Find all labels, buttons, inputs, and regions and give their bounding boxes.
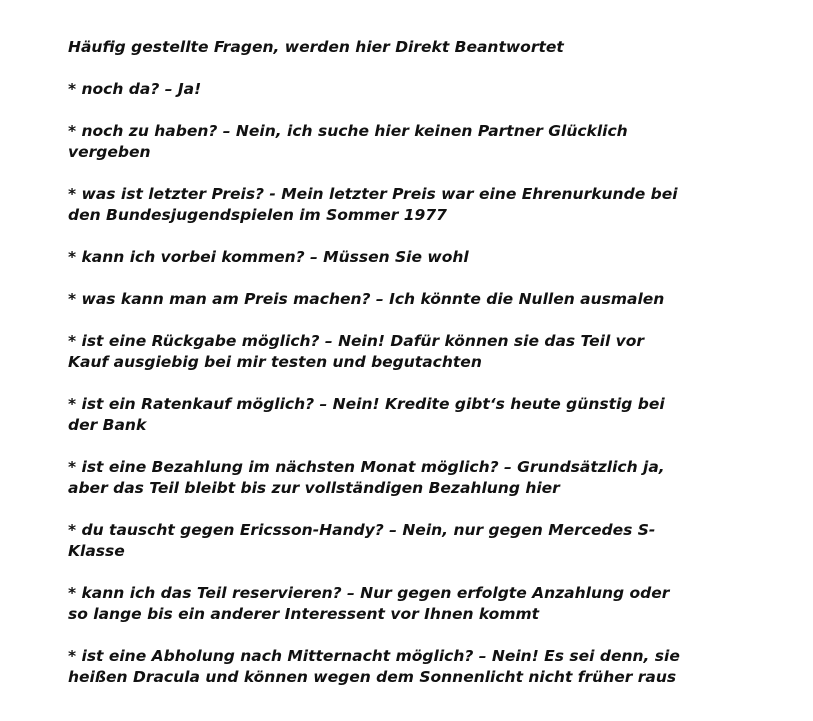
faq-item-line: so lange bis ein anderer Interessent vor Ihnen kommt <box>68 605 540 623</box>
faq-document <box>68 37 768 709</box>
faq-item-line: * ist eine Bezahlung im nächsten Monat möglich? – Grundsätzlich ja, <box>68 458 665 476</box>
faq-item-tausch <box>68 520 768 562</box>
faq-item-bezahlung-naechster-monat <box>68 457 768 499</box>
faq-item-line: Klasse <box>68 542 125 560</box>
faq-item-line: * noch da? – Ja! <box>68 80 202 98</box>
faq-item-line: * du tauscht gegen Ericsson-Handy? – Nein, nur gegen Mercedes S- <box>68 521 656 539</box>
faq-item-line: * was ist letzter Preis? - Mein letzter Preis war eine Ehrenurkunde bei <box>68 185 678 203</box>
faq-list <box>68 79 768 688</box>
faq-item-vorbei-kommen <box>68 247 768 268</box>
faq-item-line: * noch zu haben? – Nein, ich suche hier keinen Partner Glücklich <box>68 122 628 140</box>
faq-item-noch-da <box>68 79 768 100</box>
faq-item-reservieren <box>68 583 768 625</box>
faq-heading: Häufig gestellte Fragen, werden hier Direkt Beantwortet <box>68 38 564 56</box>
faq-item-rueckgabe <box>68 331 768 373</box>
faq-item-line: * kann ich das Teil reservieren? – Nur gegen erfolgte Anzahlung oder <box>68 584 670 602</box>
faq-item-line: heißen Dracula und können wegen dem Sonnenlicht nicht früher raus <box>68 668 677 686</box>
faq-item-line: vergeben <box>68 143 151 161</box>
faq-item-ratenkauf <box>68 394 768 436</box>
faq-item-am-preis-machen <box>68 289 768 310</box>
faq-item-letzter-preis <box>68 184 768 226</box>
faq-item-line: * was kann man am Preis machen? – Ich könnte die Nullen ausmalen <box>68 290 665 308</box>
faq-item-abholung-mitternacht <box>68 646 768 688</box>
faq-item-line: * kann ich vorbei kommen? – Müssen Sie wohl <box>68 248 469 266</box>
faq-item-line: * ist ein Ratenkauf möglich? – Nein! Kredite gibt‘s heute günstig bei <box>68 395 665 413</box>
faq-item-line: * ist eine Abholung nach Mitternacht möglich? – Nein! Es sei denn, sie <box>68 647 680 665</box>
faq-item-line: aber das Teil bleibt bis zur vollständigen Bezahlung hier <box>68 479 560 497</box>
faq-item-line: den Bundesjugendspielen im Sommer 1977 <box>68 206 447 224</box>
faq-item-line: der Bank <box>68 416 147 434</box>
faq-item-line: * ist eine Rückgabe möglich? – Nein! Dafür können sie das Teil vor <box>68 332 645 350</box>
faq-item-line: Kauf ausgiebig bei mir testen und begutachten <box>68 353 482 371</box>
faq-item-noch-zu-haben <box>68 121 768 163</box>
